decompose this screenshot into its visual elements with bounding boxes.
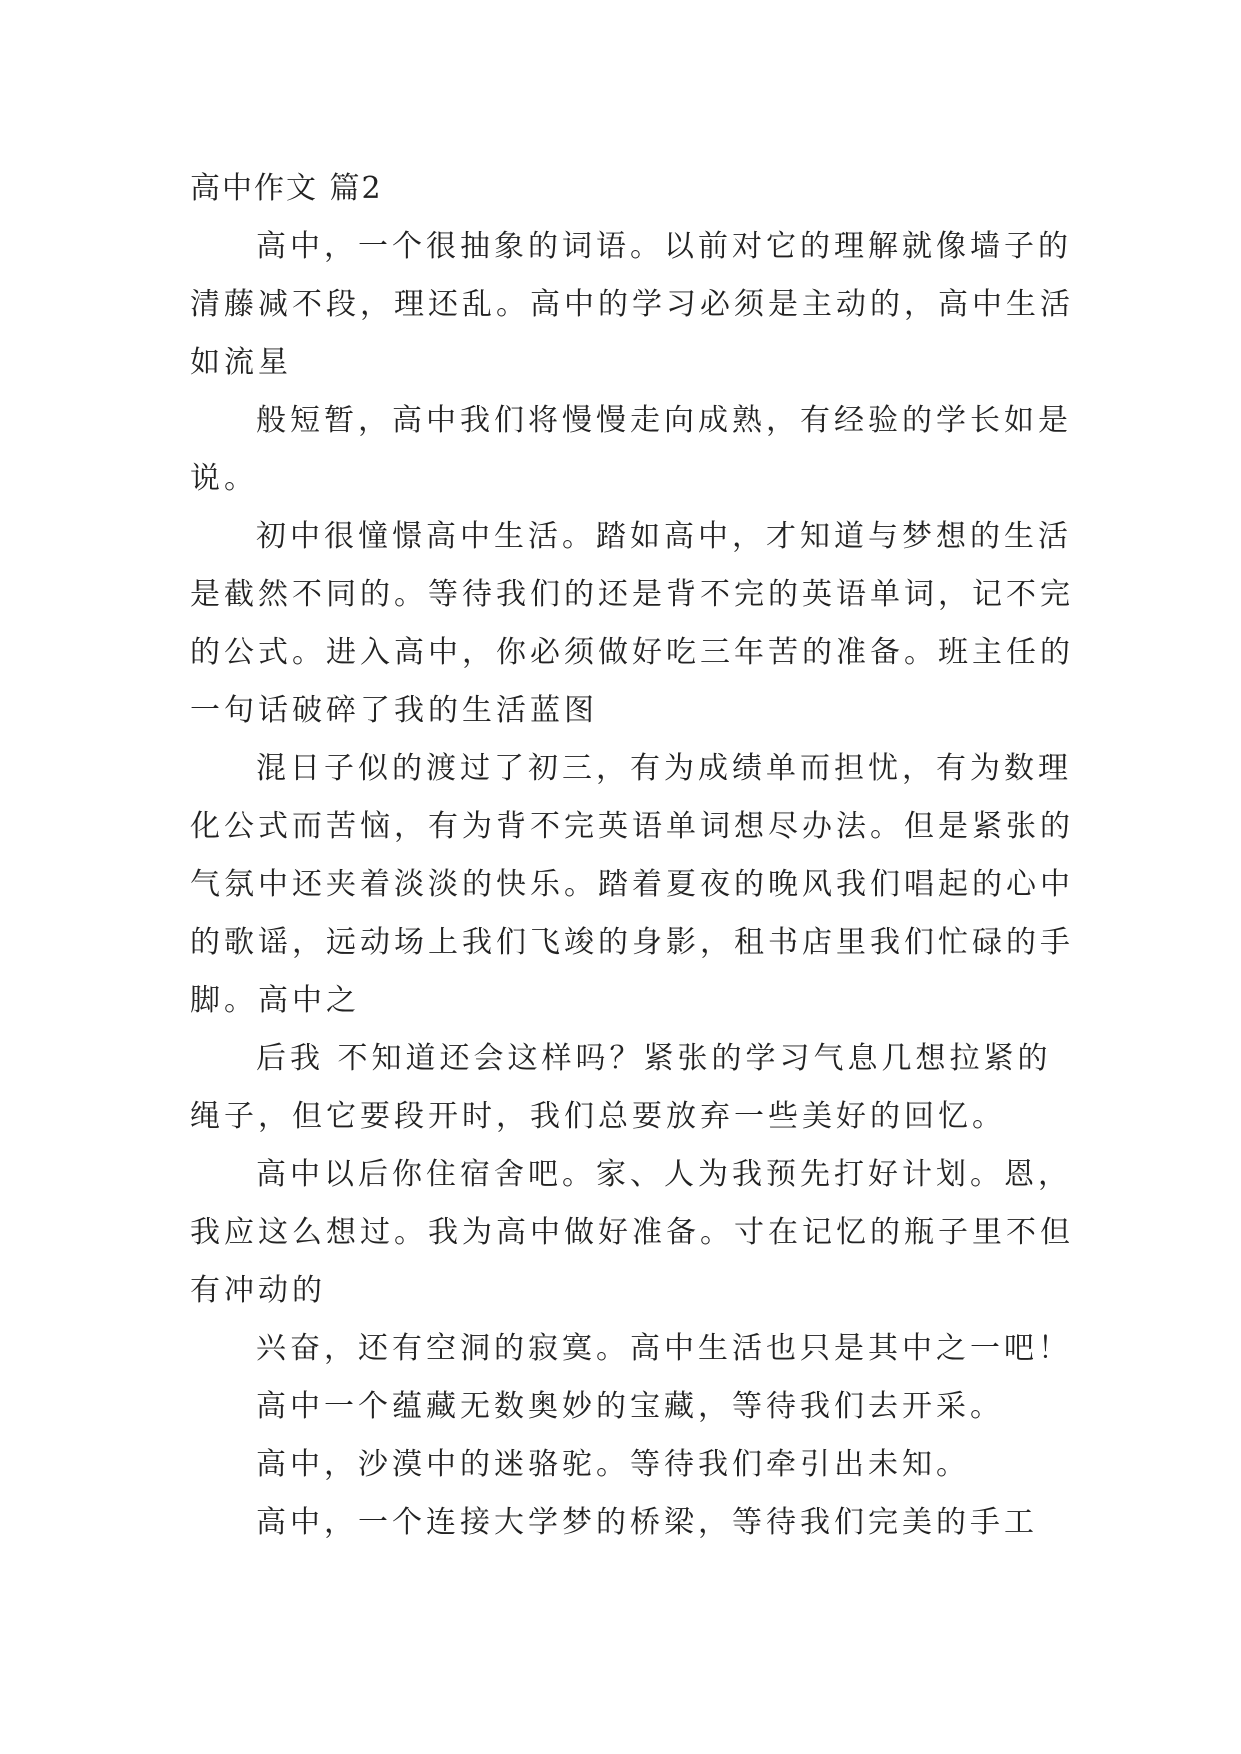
paragraph <box>190 1146 1074 1320</box>
paragraph-line: 清藤减不段，理还乱。高中的学习必须是主动的，高中生活 <box>190 287 1074 322</box>
paragraph-line: 一句话破碎了我的生活蓝图 <box>190 693 598 728</box>
paragraph-line: 高中以后你住宿舍吧。家、人为我预先打好计划。恩， <box>256 1157 1072 1192</box>
paragraph-line: 初中很憧憬高中生活。踏如高中，才知道与梦想的生活 <box>256 519 1072 554</box>
paragraph <box>190 1320 1070 1378</box>
paragraph-line: 的歌谣，远动场上我们飞竣的身影，租书店里我们忙碌的手 <box>190 925 1074 960</box>
paragraph-line: 高中，一个连接大学梦的桥梁，等待我们完美的手工 <box>256 1505 1038 1540</box>
paragraph-line: 高中一个蕴藏无数奥妙的宝藏，等待我们去开采。 <box>256 1389 1004 1424</box>
paragraph-line: 化公式而苦恼，有为背不完英语单词想尽办法。但是紧张的 <box>190 809 1074 844</box>
paragraph-line: 如流星 <box>190 345 292 380</box>
paragraph-line: 般短暂，高中我们将慢慢走向成熟，有经验的学长如是 <box>256 403 1072 438</box>
paragraph <box>190 740 1074 1030</box>
paragraph-line: 是截然不同的。等待我们的还是背不完的英语单词，记不完 <box>190 577 1074 612</box>
document-body <box>190 218 1074 1552</box>
document-page <box>190 160 1074 1552</box>
paragraph-line: 脚。高中之 <box>190 983 360 1018</box>
paragraph-line: 绳子，但它要段开时，我们总要放弃一些美好的回忆。 <box>190 1099 1006 1134</box>
paragraph <box>190 1436 1070 1494</box>
paragraph-line: 混日子似的渡过了初三，有为成绩单而担忧，有为数理 <box>256 751 1072 786</box>
paragraph-line: 说。 <box>190 461 258 496</box>
paragraph <box>190 508 1074 740</box>
paragraph-line: 高中，一个很抽象的词语。以前对它的理解就像墙子的 <box>256 229 1072 264</box>
paragraph <box>190 1494 1070 1552</box>
paragraph-line: 有冲动的 <box>190 1273 326 1308</box>
paragraph <box>190 1378 1070 1436</box>
paragraph-line: 气氛中还夹着淡淡的快乐。踏着夏夜的晚风我们唱起的心中 <box>190 867 1074 902</box>
paragraph-line: 我应这么想过。我为高中做好准备。寸在记忆的瓶子里不但 <box>190 1215 1074 1250</box>
paragraph <box>190 218 1074 392</box>
paragraph-line: 兴奋，还有空洞的寂寞。高中生活也只是其中之一吧！ <box>256 1331 1072 1366</box>
paragraph <box>190 1030 1070 1146</box>
paragraph-line: 高中，沙漠中的迷骆驼。等待我们牵引出未知。 <box>256 1447 970 1482</box>
document-title: 高中作文 篇2 <box>190 171 383 206</box>
paragraph <box>190 392 1070 508</box>
paragraph-line: 后我 不知道还会这样吗？紧张的学习气息几想拉紧的 <box>256 1041 1052 1076</box>
paragraph-line: 的公式。进入高中，你必须做好吃三年苦的准备。班主任的 <box>190 635 1074 670</box>
